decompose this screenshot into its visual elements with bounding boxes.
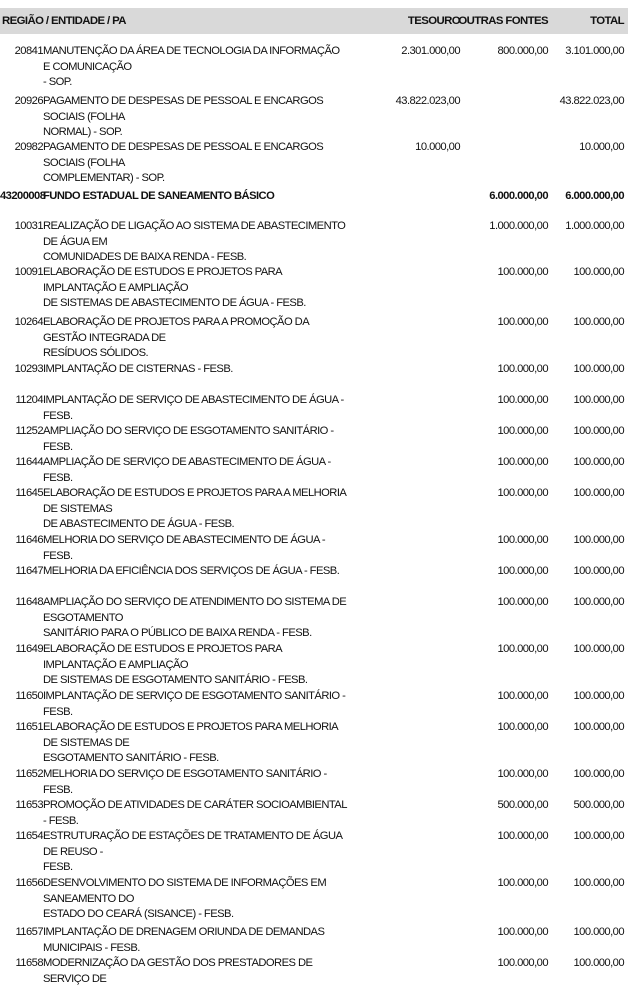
outras-fontes-value: 6.000.000,00 xyxy=(489,190,548,202)
row-description xyxy=(43,925,348,956)
total-value: 500.000,00 xyxy=(573,799,624,811)
total-value: 100.000,00 xyxy=(573,877,624,889)
outras-fontes-value: 100.000,00 xyxy=(497,690,548,702)
total-value: 1.000.000,00 xyxy=(565,220,624,232)
row-code: 10031 xyxy=(14,220,43,232)
outras-fontes-value: 100.000,00 xyxy=(497,534,548,546)
outras-fontes-value: 800.000,00 xyxy=(497,45,548,57)
outras-fontes-value: 1.000.000,00 xyxy=(489,220,548,232)
outras-fontes-value: 500.000,00 xyxy=(497,799,548,811)
row-description xyxy=(43,265,348,312)
outras-fontes-value: 100.000,00 xyxy=(497,394,548,406)
description-line-1: ELABORAÇÃO DE ESTUDOS E PROJETOS PARA IMPLANTAÇÃO E AMPLIAÇÃO xyxy=(43,643,282,671)
description-line-2: DE SISTEMAS DE ESGOTAMENTO SANITÁRIO - FESB. xyxy=(43,674,308,686)
row-description xyxy=(43,642,348,689)
row-code: 11653 xyxy=(15,799,43,811)
description-line-1: IMPLANTAÇÃO DE CISTERNAS - FESB. xyxy=(43,363,233,375)
total-value: 100.000,00 xyxy=(573,565,624,577)
row-description xyxy=(43,767,348,798)
row-code: 20982 xyxy=(14,141,43,153)
header-outras-fontes: OUTRAS FONTES xyxy=(458,15,548,27)
total-value: 100.000,00 xyxy=(573,643,624,655)
description-line-1: MELHORIA DA EFICIÊNCIA DOS SERVIÇOS DE ÁGUA - FESB. xyxy=(43,565,340,577)
row-description xyxy=(43,94,348,141)
description-line-2: RESÍDUOS SÓLIDOS. xyxy=(43,347,149,359)
row-code: 11204 xyxy=(15,394,43,406)
total-value: 100.000,00 xyxy=(573,926,624,938)
outras-fontes-value: 100.000,00 xyxy=(497,266,548,278)
row-code: 10264 xyxy=(14,316,43,328)
total-value: 3.101.000,00 xyxy=(565,45,624,57)
outras-fontes-value: 100.000,00 xyxy=(497,565,548,577)
row-description xyxy=(43,140,348,187)
description-line-2: COMUNIDADES DE BAIXA RENDA - FESB. xyxy=(43,251,247,263)
description-line-1: MELHORIA DO SERVIÇO DE ABASTECIMENTO DE ÁGUA - FESB. xyxy=(43,534,326,562)
outras-fontes-value: 100.000,00 xyxy=(497,596,548,608)
row-code: 11650 xyxy=(15,690,43,702)
description-line-2: COMPLEMENTAR) - SOP. xyxy=(43,172,165,184)
total-value: 100.000,00 xyxy=(573,830,624,842)
tesouro-value: 43.822.023,00 xyxy=(395,95,460,107)
row-description xyxy=(43,189,363,205)
row-code: 11648 xyxy=(15,596,43,608)
description-line-1: MELHORIA DO SERVIÇO DE ESGOTAMENTO SANITÁRIO - FESB. xyxy=(43,768,327,796)
header-tesouro: TESOURO xyxy=(407,15,460,27)
description-line-1: DESENVOLVIMENTO DO SISTEMA DE INFORMAÇÕES EM SANEAMENTO DO xyxy=(43,877,327,905)
row-code: 43200008 xyxy=(0,190,46,202)
row-description xyxy=(43,595,348,642)
row-code: 11654 xyxy=(15,830,43,842)
description-line-2: SANITÁRIO PARA O PÚBLICO DE BAIXA RENDA - FESB. xyxy=(43,627,312,639)
total-value: 100.000,00 xyxy=(573,721,624,733)
description-line-1: FUNDO ESTADUAL DE SANEAMENTO BÁSICO xyxy=(43,190,275,202)
total-value: 100.000,00 xyxy=(573,456,624,468)
row-code: 11658 xyxy=(15,957,43,969)
description-line-1: AMPLIAÇÃO DO SERVIÇO DE ATENDIMENTO DO SISTEMA DE ESGOTAMENTO xyxy=(43,596,347,624)
row-code: 11656 xyxy=(15,877,43,889)
outras-fontes-value: 100.000,00 xyxy=(497,877,548,889)
description-line-1: PROMOÇÃO DE ATIVIDADES DE CARÁTER SOCIOAMBIENTAL - FESB. xyxy=(43,799,347,827)
total-value: 100.000,00 xyxy=(573,534,624,546)
total-value: 100.000,00 xyxy=(573,690,624,702)
description-line-1: REALIZAÇÃO DE LIGAÇÃO AO SISTEMA DE ABASTECIMENTO DE ÁGUA EM xyxy=(43,220,346,248)
description-line-2: ESTADO DO CEARÁ (SISANCE) - FESB. xyxy=(43,908,234,920)
total-value: 100.000,00 xyxy=(573,768,624,780)
total-value: 100.000,00 xyxy=(573,957,624,969)
row-code: 11646 xyxy=(15,534,43,546)
row-code: 20926 xyxy=(14,95,43,107)
row-description xyxy=(43,393,348,424)
outras-fontes-value: 100.000,00 xyxy=(497,926,548,938)
total-value: 100.000,00 xyxy=(573,425,624,437)
description-line-2: FESB. xyxy=(43,861,73,873)
header-region: REGIÃO / ENTIDADE / PA xyxy=(2,15,126,27)
description-line-2: DE ABASTECIMENTO DE ÁGUA - FESB. xyxy=(43,518,235,530)
total-value: 100.000,00 xyxy=(573,487,624,499)
description-line-1: ELABORAÇÃO DE ESTUDOS E PROJETOS PARA MELHORIA DE SISTEMAS DE xyxy=(43,721,338,749)
total-value: 43.822.023,00 xyxy=(559,95,624,107)
description-line-1: MANUTENÇÃO DA ÁREA DE TECNOLOGIA DA INFORMAÇÃO E COMUNICAÇÃO xyxy=(43,45,340,73)
row-description xyxy=(43,829,348,876)
row-description xyxy=(43,486,348,533)
row-description xyxy=(43,455,348,486)
row-code: 11657 xyxy=(15,926,43,938)
outras-fontes-value: 100.000,00 xyxy=(497,957,548,969)
row-code: 10293 xyxy=(14,363,43,375)
row-description xyxy=(43,44,348,91)
description-line-1: ESTRUTURAÇÃO DE ESTAÇÕES DE TRATAMENTO DE ÁGUA DE REUSO - xyxy=(43,830,342,858)
description-line-1: ELABORAÇÃO DE ESTUDOS E PROJETOS PARA A MELHORIA DE SISTEMAS xyxy=(43,487,346,515)
row-description xyxy=(43,720,348,767)
description-line-1: IMPLANTAÇÃO DE SERVIÇO DE ABASTECIMENTO DE ÁGUA - FESB. xyxy=(43,394,344,422)
row-description xyxy=(43,876,348,923)
row-description xyxy=(43,689,348,720)
row-code: 11252 xyxy=(15,425,43,437)
tesouro-value: 10.000,00 xyxy=(415,141,460,153)
row-code: 11645 xyxy=(15,487,43,499)
description-line-1: PAGAMENTO DE DESPESAS DE PESSOAL E ENCARGOS SOCIAIS (FOLHA xyxy=(43,141,324,169)
total-value: 6.000.000,00 xyxy=(565,190,624,202)
description-line-1: AMPLIAÇÃO DO SERVIÇO DE ESGOTAMENTO SANITÁRIO - FESB. xyxy=(43,425,334,453)
row-code: 11649 xyxy=(15,643,43,655)
row-code: 11644 xyxy=(15,456,43,468)
total-value: 100.000,00 xyxy=(573,363,624,375)
row-code: 11651 xyxy=(15,721,43,733)
outras-fontes-value: 100.000,00 xyxy=(497,768,548,780)
row-description xyxy=(43,798,348,829)
description-line-2: - SOP. xyxy=(43,76,72,88)
outras-fontes-value: 100.000,00 xyxy=(497,643,548,655)
row-code: 20841 xyxy=(14,45,43,57)
description-line-2: ESGOTAMENTO SANITÁRIO - FESB. xyxy=(43,752,219,764)
description-line-1: IMPLANTAÇÃO DE SERVIÇO DE ESGOTAMENTO SANITÁRIO - FESB. xyxy=(43,690,346,718)
tesouro-value: 2.301.000,00 xyxy=(401,45,460,57)
row-description xyxy=(43,219,348,266)
description-line-2: DE SISTEMAS DE ABASTECIMENTO DE ÁGUA - FESB. xyxy=(43,297,306,309)
description-line-1: MODERNIZAÇÃO DA GESTÃO DOS PRESTADORES DE SERVIÇO DE xyxy=(43,957,313,985)
row-code: 11652 xyxy=(15,768,43,780)
outras-fontes-value: 100.000,00 xyxy=(497,363,548,375)
total-value: 100.000,00 xyxy=(573,266,624,278)
row-description xyxy=(43,362,348,378)
row-code: 10091 xyxy=(14,266,43,278)
header-total: TOTAL xyxy=(590,15,624,27)
row-description xyxy=(43,315,348,362)
outras-fontes-value: 100.000,00 xyxy=(497,316,548,328)
total-value: 10.000,00 xyxy=(579,141,624,153)
outras-fontes-value: 100.000,00 xyxy=(497,425,548,437)
outras-fontes-value: 100.000,00 xyxy=(497,830,548,842)
description-line-1: IMPLANTAÇÃO DE DRENAGEM ORIUNDA DE DEMANDAS MUNICIPAIS - FESB. xyxy=(43,926,325,954)
outras-fontes-value: 100.000,00 xyxy=(497,456,548,468)
description-line-2: NORMAL) - SOP. xyxy=(43,126,123,138)
description-line-1: ELABORAÇÃO DE PROJETOS PARA A PROMOÇÃO DA GESTÃO INTEGRADA DE xyxy=(43,316,309,344)
description-line-1: ELABORAÇÃO DE ESTUDOS E PROJETOS PARA IMPLANTAÇÃO E AMPLIAÇÃO xyxy=(43,266,282,294)
total-value: 100.000,00 xyxy=(573,394,624,406)
row-description xyxy=(43,564,348,580)
description-line-1: PAGAMENTO DE DESPESAS DE PESSOAL E ENCARGOS SOCIAIS (FOLHA xyxy=(43,95,324,123)
row-description xyxy=(43,956,348,987)
row-description xyxy=(43,533,348,564)
total-value: 100.000,00 xyxy=(573,316,624,328)
description-line-1: AMPLIAÇÃO DE SERVIÇO DE ABASTECIMENTO DE ÁGUA - FESB. xyxy=(43,456,331,484)
table-header xyxy=(0,8,628,34)
outras-fontes-value: 100.000,00 xyxy=(497,721,548,733)
outras-fontes-value: 100.000,00 xyxy=(497,487,548,499)
row-description xyxy=(43,424,348,455)
total-value: 100.000,00 xyxy=(573,596,624,608)
row-code: 11647 xyxy=(15,565,43,577)
